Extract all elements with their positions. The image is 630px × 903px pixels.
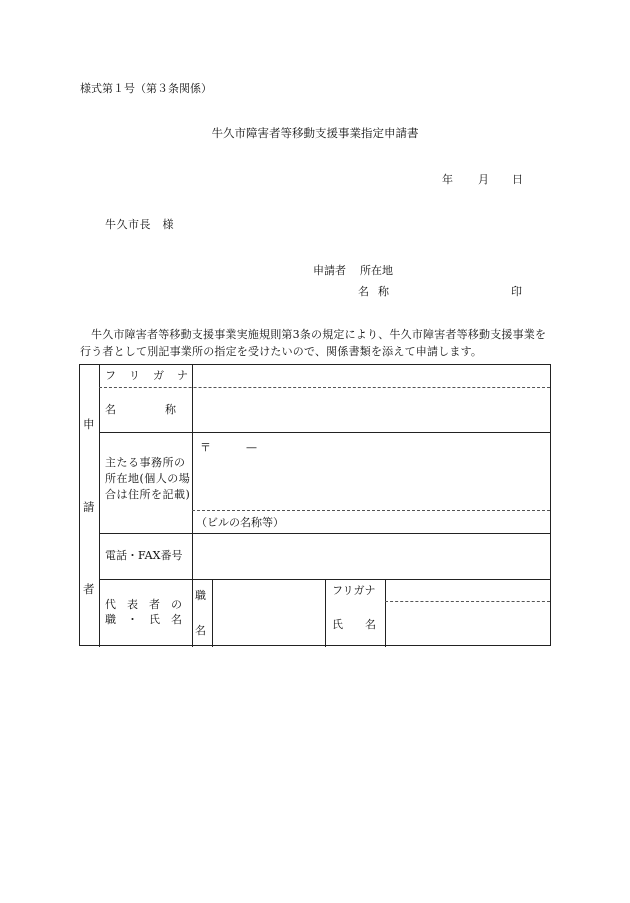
representative-label: 代 表 者 の: [105, 598, 182, 611]
side-label-char: 者: [83, 582, 95, 596]
side-label-char: 申: [83, 417, 95, 431]
applicant-label: 申請者: [313, 264, 346, 277]
building-name-label: （ビルの名称等）: [196, 516, 284, 529]
title-col-char: 名: [195, 624, 206, 637]
phone-fax-label: 電話・FAX番号: [105, 549, 183, 562]
applicant-address-label: 所在地: [360, 264, 393, 277]
business-name-label: 名 称: [105, 403, 177, 416]
application-table: [79, 364, 551, 646]
building-dashed-line: [192, 510, 550, 511]
row-divider-office: [99, 533, 550, 534]
seal-mark: 印: [511, 285, 522, 298]
col-divider-title-value: [325, 579, 326, 647]
furigana-dashed-line: [99, 387, 550, 388]
date-day-label: 日: [512, 173, 523, 186]
col-divider-label: [192, 365, 193, 647]
addressee: 牛久市長 様: [105, 218, 174, 231]
title-col-char: 職: [195, 589, 206, 602]
application-statement: 牛久市障害者等移動支援事業実施規則第3条の規定により、牛久市障害者等移動支援事業を行う者として別記事業所の指定を受けたいので、関係書類を添えて申請します。: [80, 328, 547, 358]
col-divider-side: [99, 365, 100, 647]
furigana-label: フ リ ガ ナ: [105, 369, 189, 382]
date-year-label: 年: [442, 173, 453, 186]
rep-furigana-dashed-line: [385, 601, 550, 602]
row-divider-name: [99, 432, 550, 433]
col-divider-rep-label: [385, 579, 386, 647]
side-label-char: 請: [83, 500, 95, 514]
date-month-label: 月: [478, 173, 489, 186]
postal-mark: 〒: [200, 441, 211, 454]
main-office-address-label: 主たる事務所の所在地(個人の場合は住所を記載): [105, 456, 191, 501]
rep-furigana-label: フリガナ: [332, 584, 376, 597]
postal-dash: —: [246, 441, 257, 454]
form-number: 様式第１号（第３条関係）: [80, 82, 212, 95]
col-divider-title: [212, 579, 213, 647]
row-divider-phone: [99, 579, 550, 580]
page-title: 牛久市障害者等移動支援事業指定申請書: [211, 126, 419, 140]
representative-label: 職 ・ 氏 名: [105, 613, 182, 626]
rep-name-label: 氏 名: [332, 618, 376, 631]
applicant-name-label: 名称: [358, 285, 398, 298]
